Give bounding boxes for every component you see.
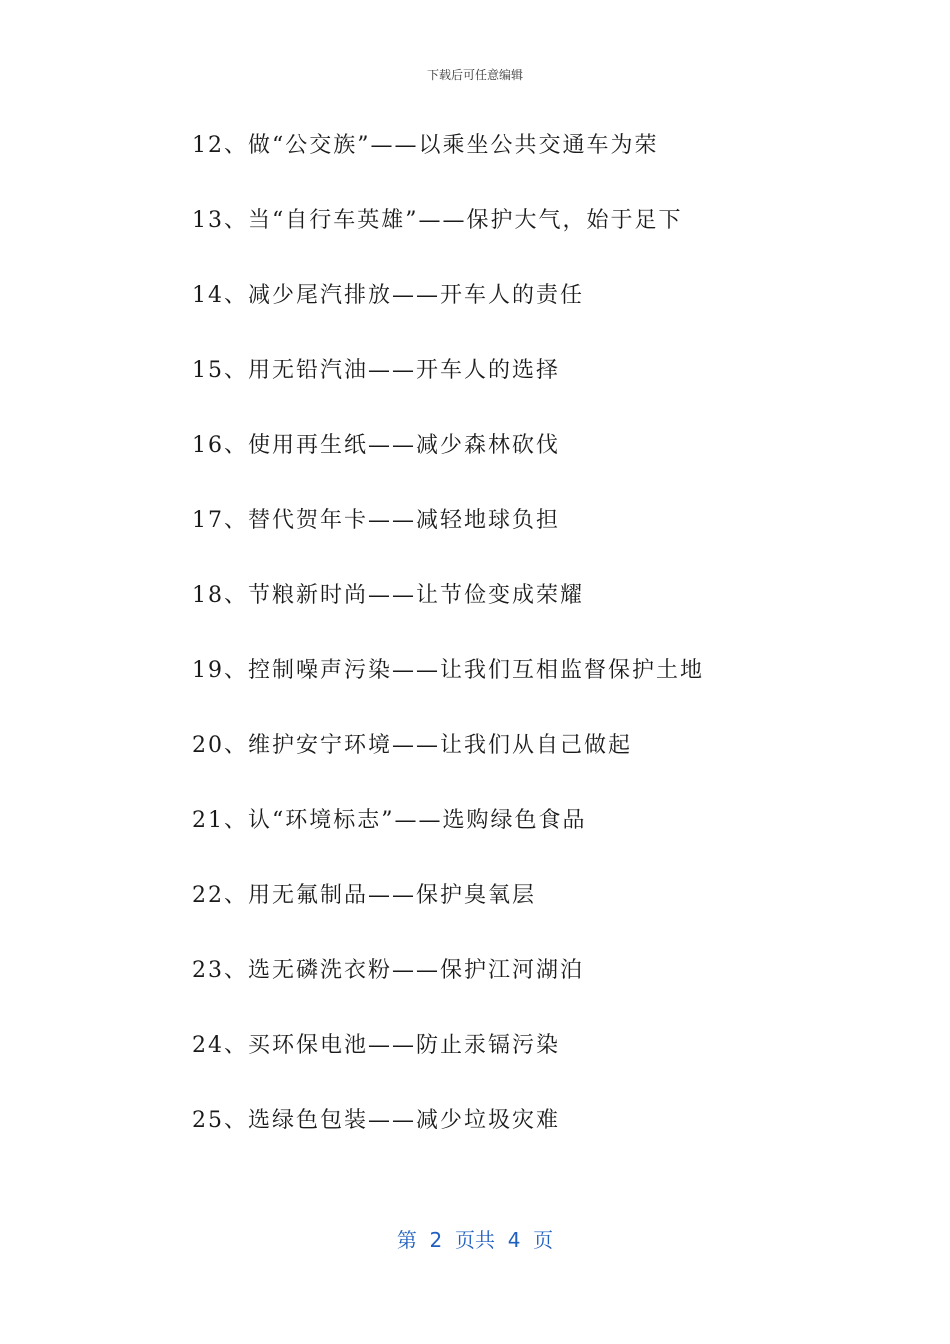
list-item: 16、使用再生纸——减少森林砍伐 [192, 433, 560, 458]
list-item: 17、替代贺年卡——减轻地球负担 [192, 508, 560, 533]
list-item: 22、用无氟制品——保护臭氧层 [192, 883, 536, 908]
page-header: 下载后可任意编辑 [426, 68, 523, 82]
list-item: 19、控制噪声污染——让我们互相监督保护土地 [192, 658, 704, 683]
list-item: 20、维护安宁环境——让我们从自己做起 [192, 733, 632, 758]
list-item: 18、节粮新时尚——让节俭变成荣耀 [192, 583, 584, 608]
list-item: 25、选绿色包装——减少垃圾灾难 [192, 1108, 560, 1133]
list-item: 21、认“环境标志”——选购绿色食品 [192, 808, 587, 833]
list-item: 15、用无铅汽油——开车人的选择 [192, 358, 560, 383]
list-item: 24、买环保电池——防止汞镉污染 [192, 1033, 560, 1058]
list-item: 13、当“自行车英雄”——保护大气，始于足下 [192, 208, 683, 233]
list-item: 14、减少尾汽排放——开车人的责任 [192, 283, 584, 308]
page-number: 第 2 页共 4 页 [396, 1228, 554, 1252]
list-item: 23、选无磷洗衣粉——保护江河湖泊 [192, 958, 584, 983]
slogan-list [192, 128, 892, 1178]
list-item: 12、做“公交族”——以乘坐公共交通车为荣 [192, 133, 659, 158]
